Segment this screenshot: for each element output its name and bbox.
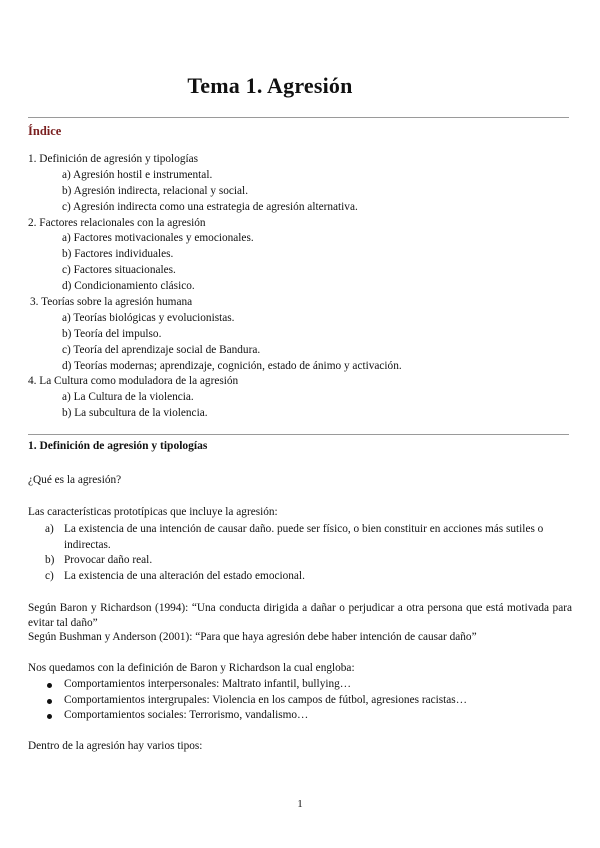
toc-subsection-item: a) Agresión hostil e instrumental. [62, 168, 213, 181]
toc-subsection-item: b) La subcultura de la violencia. [62, 407, 208, 420]
characteristic-text: La existencia de una alteración del estado emocional. [64, 569, 305, 582]
toc-subsection-item: a) La Cultura de la violencia. [62, 391, 194, 404]
bullet-icon [47, 683, 52, 688]
behaviors-list [28, 677, 573, 724]
table-of-contents [28, 152, 402, 422]
list-marker: c) [45, 569, 54, 582]
citation-baron: Según Baron y Richardson (1994): “Una conducta dirigida a dañar o perjudicar a otra persona que está motivada para evitar tal daño” [28, 602, 572, 629]
characteristic-item [28, 569, 573, 585]
index-heading: Índice [28, 124, 62, 138]
page-title: Tema 1. Agresión [187, 73, 353, 98]
toc-subsection-item: c) Teoría del aprendizaje social de Bandura. [62, 343, 261, 356]
toc-divider [28, 434, 569, 435]
toc-subsection-item: b) Agresión indirecta, relacional y social. [62, 184, 249, 197]
toc-subsection-item: a) Teorías biológicas y evolucionistas. [62, 311, 235, 324]
bullet-icon [47, 699, 52, 704]
toc-subsection-item: d) Condicionamiento clásico. [62, 280, 195, 293]
types-intro: Dentro de la agresión hay varios tipos: [28, 740, 203, 752]
behavior-text: Comportamientos interpersonales: Maltrato infantil, bullying… [64, 678, 352, 690]
characteristic-item [28, 522, 573, 553]
toc-section-item: 3. Teorías sobre la agresión humana [30, 296, 193, 309]
characteristics-list [28, 522, 573, 584]
characteristic-item [28, 553, 573, 569]
characteristic-text: La existencia de una intención de causar daño. puede ser físico, o bien constituir en acciones más sutiles o indirectas. [64, 523, 544, 551]
behavior-text: Comportamientos sociales: Terrorismo, vandalismo… [64, 709, 309, 721]
behavior-item [28, 693, 573, 709]
section-heading: 1. Definición de agresión y tipologías [28, 440, 208, 452]
toc-subsection-item: b) Teoría del impulso. [62, 327, 162, 340]
bullet-icon [47, 714, 52, 719]
toc-subsection-item: b) Factores individuales. [62, 248, 174, 261]
toc-subsection-item: a) Factores motivacionales y emocionales. [62, 232, 254, 245]
page-number: 1 [297, 798, 303, 810]
toc-section-item: 1. Definición de agresión y tipologías [28, 153, 199, 165]
toc-section-item: 4. La Cultura como moduladora de la agresión [28, 375, 239, 388]
behavior-text: Comportamientos intergrupales: Violencia en los campos de fútbol, agresiones racistas… [64, 693, 467, 706]
characteristic-text: Provocar daño real. [64, 554, 153, 567]
toc-section-item: 2. Factores relacionales con la agresión [28, 216, 206, 229]
definition-intro: Nos quedamos con la definición de Baron y Richardson la cual engloba: [28, 662, 355, 674]
behavior-item [28, 708, 573, 724]
characteristics-intro: Las características prototípicas que incluye la agresión: [28, 506, 278, 518]
list-marker: b) [45, 554, 55, 567]
title-divider [28, 117, 569, 118]
behavior-item [28, 677, 573, 693]
list-marker: a) [45, 523, 54, 535]
toc-subsection-item: c) Agresión indirecta como una estrategia de agresión alternativa. [62, 200, 358, 213]
question-text: ¿Qué es la agresión? [28, 474, 122, 486]
toc-subsection-item: d) Teorías modernas; aprendizaje, cognición, estado de ánimo y activación. [62, 359, 402, 372]
toc-subsection-item: c) Factores situacionales. [62, 264, 176, 277]
citation-bushman: Según Bushman y Anderson (2001): “Para que haya agresión debe haber intención de causar daño” [28, 631, 477, 643]
